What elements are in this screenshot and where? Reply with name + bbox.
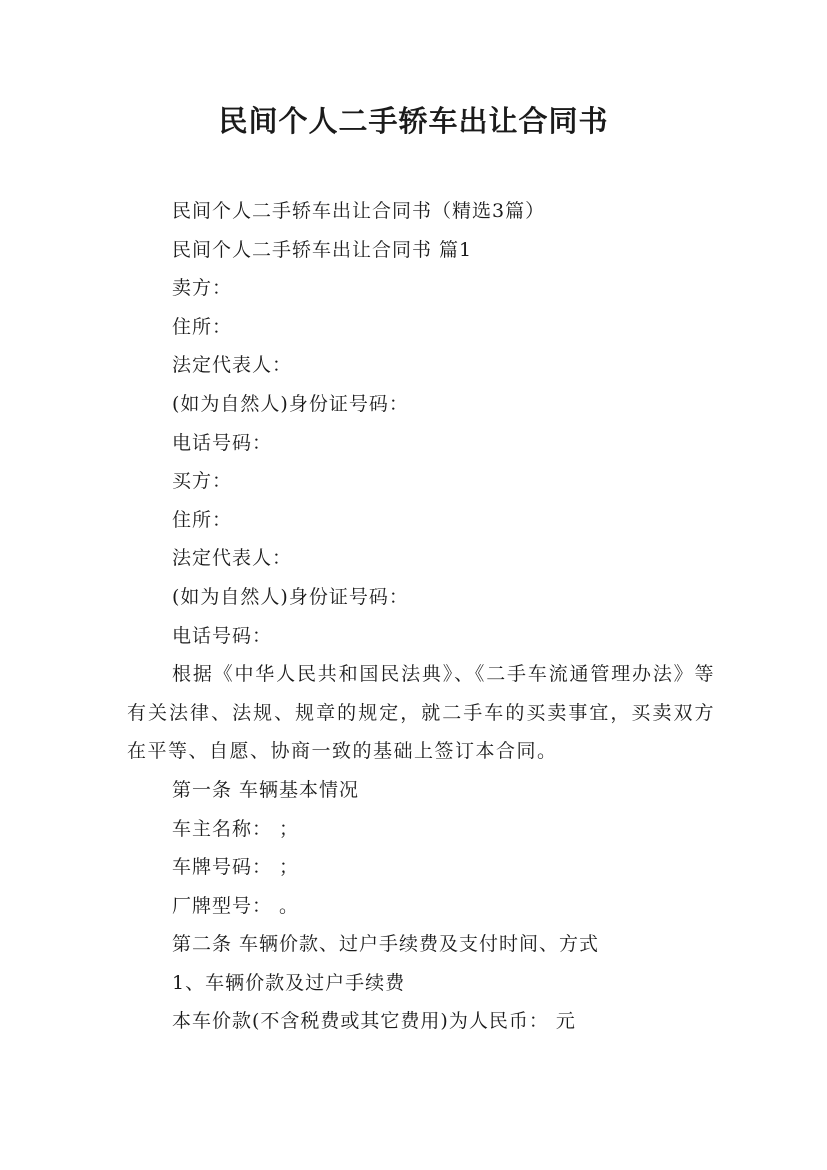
seller-legal-rep-label: 法定代表人：	[172, 354, 293, 377]
price-subheading: 1、车辆价款及过户手续费	[172, 971, 406, 994]
buyer-legal-rep-label: 法定代表人：	[172, 547, 293, 570]
article-one-heading: 第一条 车辆基本情况	[172, 778, 360, 801]
seller-phone-label: 电话号码：	[172, 431, 273, 454]
price-field: 本车价款(不含税费或其它费用)为人民币： 元	[172, 1010, 576, 1033]
buyer-id-number-label: (如为自然人)身份证号码：	[172, 585, 409, 608]
seller-label: 卖方：	[172, 277, 233, 300]
plate-number-field: 车牌号码： ；	[172, 856, 300, 879]
document-title: 民间个人二手轿车出让合同书	[218, 104, 609, 138]
preamble-paragraph: 根据《中华人民共和国民法典》、《二手车流通管理办法》等有关法律、法规、规章的规定，就二手车的买卖事宜，买卖双方在平等、自愿、协商一致的基础上签订本合同。	[127, 663, 715, 763]
section-heading: 民间个人二手轿车出让合同书 篇1	[172, 238, 473, 261]
brand-model-field: 厂牌型号： 。	[172, 894, 300, 917]
seller-address-label: 住所：	[172, 315, 233, 338]
document-body	[127, 192, 715, 1041]
buyer-label: 买方：	[172, 470, 233, 493]
subtitle-line: 民间个人二手轿车出让合同书（精选3篇）	[172, 200, 546, 222]
buyer-address-label: 住所：	[172, 508, 233, 531]
owner-name-field: 车主名称： ；	[172, 817, 300, 840]
article-two-heading: 第二条 车辆价款、过户手续费及支付时间、方式	[172, 933, 600, 956]
seller-id-number-label: (如为自然人)身份证号码：	[172, 392, 409, 415]
buyer-phone-label: 电话号码：	[172, 624, 273, 647]
